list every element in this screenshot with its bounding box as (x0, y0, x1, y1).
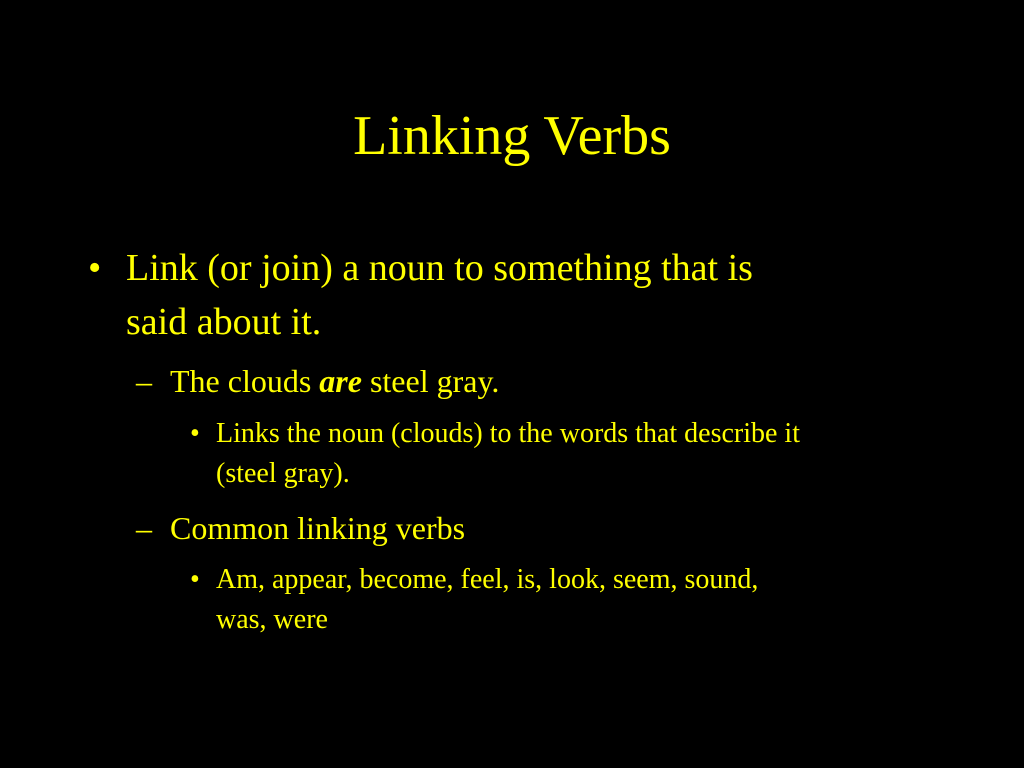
bullet-text-line-1: Link (or join) a noun to something that is (126, 247, 753, 289)
verbs-list-line-2: was, were (216, 604, 328, 635)
bullet-marker: • (88, 247, 102, 289)
example-text-after: steel gray. (369, 363, 500, 399)
dash-marker: – (136, 363, 152, 399)
bullet-text-line-2: said about it. (126, 301, 322, 343)
dash-marker: – (136, 510, 152, 546)
sub-bullet-marker: • (190, 418, 200, 449)
slide-title: Linking Verbs (353, 105, 671, 167)
verbs-list-line-1: Am, appear, become, feel, is, look, seem, sound, (216, 564, 759, 595)
detail-line-1: Links the noun (clouds) to the words that describe it (216, 418, 800, 449)
detail-line-2: (steel gray). (216, 458, 350, 489)
example-emphasis: are (319, 363, 362, 399)
example-sentence (170, 359, 499, 403)
common-verbs-heading: Common linking verbs (170, 510, 466, 546)
sub-bullet-marker: • (190, 564, 200, 595)
example-text-before: The clouds (170, 363, 312, 399)
